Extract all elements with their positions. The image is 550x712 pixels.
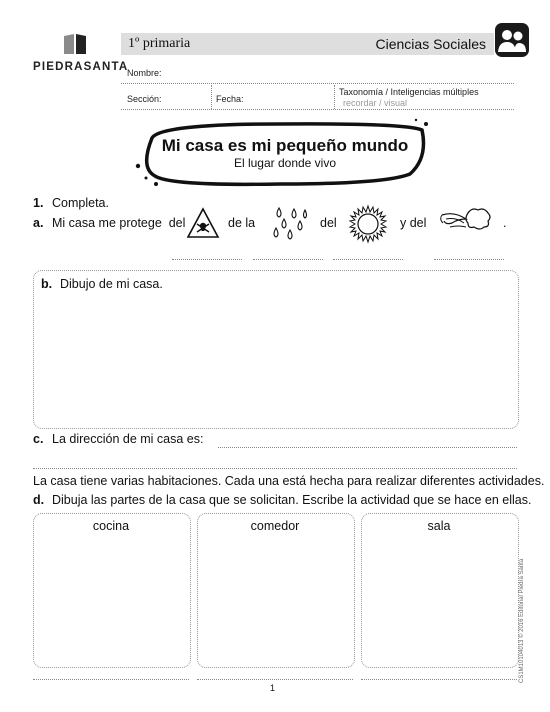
worksheet-title: Mi casa es mi pequeño mundo [161,136,409,155]
activity-blank[interactable] [197,679,353,680]
answer-blank[interactable] [434,259,504,260]
exercise-instruction: Completa. [52,196,109,210]
seccion-label: Sección: [127,94,162,104]
publisher-logo-text: PIEDRASANTA [33,61,129,73]
grade-label: 1º primaria [128,36,191,51]
item-letter: c. [33,432,44,446]
fecha-label: Fecha: [216,94,244,104]
taxonomy-label: Taxonomía / Inteligencias múltiples [339,87,479,97]
room-label: comedor [250,519,300,533]
text-de-la: de la [228,216,256,230]
subject-label: Ciencias Sociales [375,36,486,52]
book-logo-icon [62,33,88,55]
item-letter: b. [41,277,53,291]
page-number: 1 [270,683,276,693]
item-text: La dirección de mi casa es: [52,432,204,446]
copyright-code: CS1M10104013 © 2016 Editorial Piedra Santa [519,558,525,683]
danger-sign-icon [186,207,220,239]
text-end-dot: . [503,216,507,230]
activity-blank[interactable] [33,679,189,680]
text-del: del [320,216,337,230]
item-text: Dibujo de mi casa. [60,277,163,291]
answer-blank[interactable] [253,259,323,260]
people-icon [495,23,529,57]
divider [334,85,335,109]
item-text: Dibuja las partes de la casa que se solicitan. Escribe la actividad que se hace en ellas. [52,493,532,507]
room-label: sala [427,519,451,533]
activity-blank[interactable] [361,679,517,680]
house-drawing-box[interactable] [33,270,519,429]
item-letter: a. [33,216,44,230]
text-y-del: y del [400,216,427,230]
worksheet-subtitle: El lugar donde vivo [233,156,337,170]
divider [211,85,212,109]
room-box-cocina[interactable] [33,513,191,668]
nombre-field[interactable] [121,83,514,84]
item-text: Mi casa me protege del [52,216,186,230]
taxonomy-value: recordar / visual [343,98,408,108]
raindrops-icon [270,206,310,242]
address-blank[interactable] [33,468,517,469]
seccion-field[interactable] [121,109,514,110]
room-box-comedor[interactable] [197,513,355,668]
answer-blank[interactable] [172,259,242,260]
statement-text: La casa tiene varias habitaciones. Cada una está hecha para realizar diferentes actividades. [33,474,545,488]
room-box-sala[interactable] [361,513,519,668]
sun-icon [348,204,388,244]
wind-icon [440,205,492,239]
room-label: cocina [92,519,130,533]
nombre-label: Nombre: [127,68,162,78]
address-blank[interactable] [218,447,517,448]
answer-blank[interactable] [333,259,403,260]
exercise-number: 1. [33,196,44,210]
item-letter: d. [33,493,45,507]
